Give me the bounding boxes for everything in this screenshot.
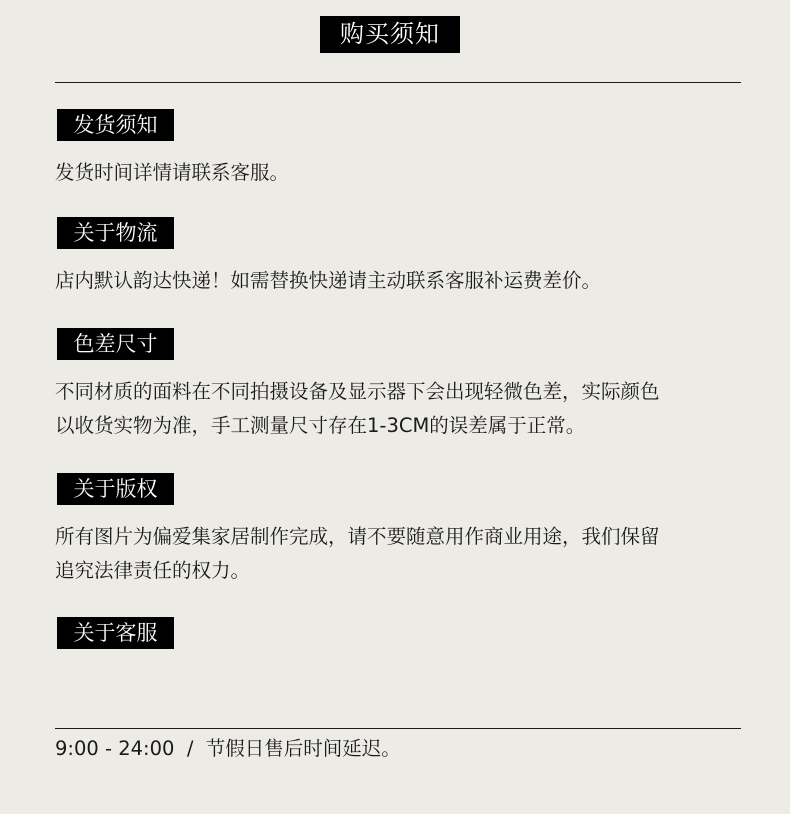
section-heading-shipping: 发货须知 [57,109,174,141]
section-text-shipping [55,156,741,190]
section-line: 追究法律责任的权力。 [55,559,251,582]
section-text-logistics [55,264,741,298]
top-divider [55,82,741,83]
section-heading-customer-service: 关于客服 [57,617,174,649]
section-text-copyright [55,520,741,588]
section-line: 不同材质的面料在不同拍摄设备及显示器下会出现轻微色差，实际颜色 [55,380,660,403]
section-line: 所有图片为偏爱集家居制作完成，请不要随意用作商业用途，我们保留 [55,525,660,548]
section-heading-copyright: 关于版权 [57,473,174,505]
section-heading-logistics: 关于物流 [57,217,174,249]
section-line: 以收货实物为准，手工测量尺寸存在1-3CM的误差属于正常。 [55,414,586,437]
bottom-divider [55,728,741,729]
section-text-color-size [55,375,741,443]
page-title: 购买须知 [320,16,460,53]
section-line: 店内默认韵达快递！如需替换快递请主动联系客服补运费差价。 [55,269,602,292]
section-line: 9:00 - 24:00 / 节假日售后时间延迟。 [55,737,401,760]
section-text-customer-service [55,664,741,800]
section-line: 发货时间详情请联系客服。 [55,161,290,184]
section-heading-color-size: 色差尺寸 [57,328,174,360]
